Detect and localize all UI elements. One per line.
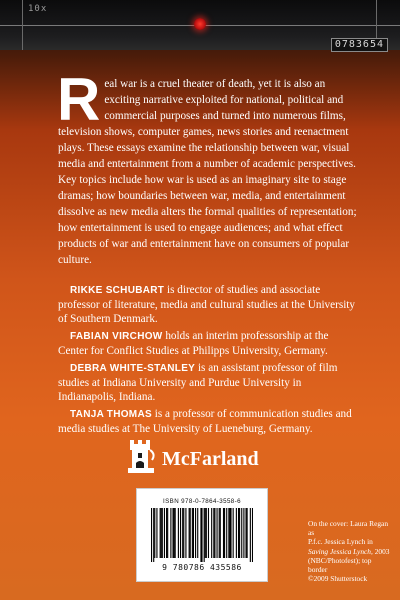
barcode-bar [161, 508, 162, 558]
bio-text: is a professor of communication studies and media studies at The University of Lueneburg, Germany. [58, 408, 352, 435]
barcode-bar [190, 508, 191, 558]
barcode-bar [170, 508, 171, 558]
barcode-bar [250, 508, 251, 562]
barcode-bar [185, 508, 186, 558]
tower-icon [126, 436, 158, 476]
barcode-bar [160, 508, 161, 558]
barcode-bar [245, 508, 246, 558]
camera-viewfinder-bar [0, 0, 400, 50]
barcode-bar [167, 508, 168, 558]
credit-line: Saving Jessica Lynch, 2003 [308, 546, 390, 556]
barcode-bar [208, 508, 209, 558]
barcode-bar [223, 508, 224, 558]
barcode-bar [247, 508, 248, 558]
barcode-bar [206, 508, 207, 558]
barcode-bar [164, 508, 165, 558]
barcode-bar [189, 508, 190, 558]
credit-line: On the cover: Laura Regan as [308, 519, 389, 538]
cover-credit [308, 519, 392, 583]
barcode-bar [241, 508, 242, 558]
barcode-bar [233, 508, 234, 558]
viewfinder-line-vertical-left [22, 0, 23, 50]
frame-counter: 0783654 [331, 38, 388, 52]
barcode-bar [243, 508, 244, 558]
bio-tanja-thomas [58, 407, 358, 436]
barcode-bar [226, 508, 227, 558]
bio-text: holds an interim professorship at the Center for Conflict Studies at Philipps University, Germany. [58, 330, 329, 357]
barcode-bar [239, 508, 240, 558]
barcode-bar [213, 508, 214, 558]
barcode-bar [195, 508, 196, 558]
drop-cap: R [57, 66, 101, 133]
barcode-bar [183, 508, 184, 558]
barcode-bar [229, 508, 230, 558]
barcode-bar [162, 508, 163, 558]
isbn-barcode [136, 488, 268, 582]
back-cover-blurb [57, 66, 358, 268]
isbn-label: ISBN 978-0-7864-3558-6 [163, 498, 241, 505]
bio-text: is director of studies and associate professor of literature, media and cultural studies at the University of Southern Denmark. [58, 284, 355, 325]
cover-credit-text [308, 519, 392, 583]
barcode-bar [205, 508, 206, 558]
barcode-bar [182, 508, 183, 558]
bio-name: RIKKE SCHUBART [70, 285, 165, 296]
barcode-bar [175, 508, 176, 558]
barcode-bar [197, 508, 198, 558]
barcode-bar [230, 508, 231, 558]
barcode-bar [228, 508, 229, 558]
credit-line: P.f.c. Jessica Lynch in [308, 537, 373, 547]
bio-name: FABIAN VIRCHOW [70, 331, 163, 342]
barcode-bar [236, 508, 237, 558]
credit-line: (NBC/Photofest); top border [308, 555, 372, 575]
barcode-bar [151, 508, 152, 562]
barcode-bar [174, 508, 175, 558]
bio-text: is an assistant professor of film studies at Indiana University and Purdue University in Indianapolis, Indiana. [58, 362, 338, 403]
barcode-bar [211, 508, 212, 558]
barcode-bar [154, 508, 155, 558]
bio-name: TANJA THOMAS [70, 409, 152, 420]
barcode-bar [252, 508, 253, 562]
barcode-bar [192, 508, 193, 558]
barcode-bar [166, 508, 167, 558]
zoom-readout: 10x [28, 4, 48, 14]
barcode-bar [204, 508, 205, 562]
isbn-number: 9 780786 435586 [162, 563, 242, 572]
barcode-bar [220, 508, 221, 558]
bio-debra-white-stanley [58, 361, 358, 404]
barcode-bar [193, 508, 194, 558]
publisher-name: McFarland [162, 448, 259, 470]
film-title: Saving Jessica Lynch, [308, 546, 373, 556]
author-bios [58, 283, 358, 439]
barcode-bar [201, 508, 202, 562]
barcode-bar [180, 508, 181, 558]
blurb-text: eal war is a cruel theater of death, yet it is also an exciting narrative exploited for national, political and commercial purposes and turned into numerous films, television shows, computer games, news stories and reenactment plays. These essays examine the relationship between war, visual media and entertainment from a number of academic perspectives. Key topics include how war is used as an imaginary site to stage dramas; how boundaries between war, media, and entertainment dissolve as new media alters the formal qualities of representation; how entertainment is used to engage audiences; and what effect products of war and entertainment have on consumers of popular culture. [58, 78, 357, 266]
barcode-bar [216, 508, 217, 558]
bio-name: DEBRA WHITE-STANLEY [70, 363, 196, 374]
bio-fabian-virchow [58, 329, 358, 358]
barcode-bar [214, 508, 215, 558]
barcode-bar [172, 508, 173, 558]
barcode-bar [219, 508, 220, 558]
barcode-bar [153, 508, 154, 562]
barcode-bar [200, 508, 201, 562]
barcode-bar [178, 508, 179, 558]
barcode-bar [224, 508, 225, 558]
barcode-bars [151, 508, 253, 562]
credit-line: ©2009 Shutterstock [308, 574, 368, 584]
barcode-bar [156, 508, 157, 558]
record-light-icon [194, 18, 206, 30]
barcode-bar [238, 508, 239, 558]
bio-rikke-schubart [58, 283, 358, 326]
